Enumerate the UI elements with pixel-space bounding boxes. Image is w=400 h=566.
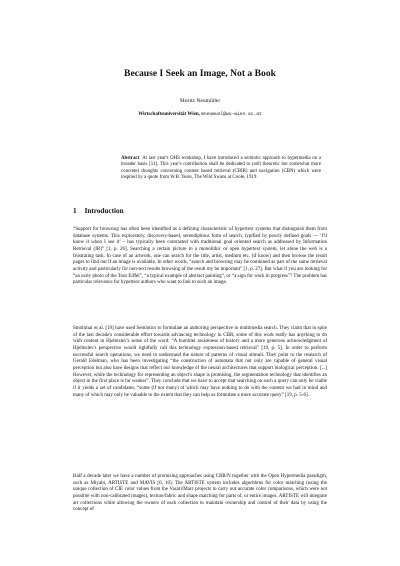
abstract-label: Abstract	[121, 156, 140, 161]
abstract	[121, 156, 321, 182]
paragraph-text: Smolimar et al. [19] have used Semiotics to formulate an authoring perspective to multimedia search. They claim that in spite of the last decade's considerable effort towards advancing technology in CBR, some of this work really has anything to do with content in Hjelmslev's sense of the word: “A humbler awareness of history and a more generous acknowledgment of Hjelmslev's perspective would rightfully call this technology expression-based retrieval” [19, p. 5]. In order to perform successful search operations, we need to understand the nature of patterns of visual stimuli. They point to the research of Gerald Edelman, who has been investigating “the construction of automata that not only are capable of general visual perception but also have designs that reflect our knowledge of the neural architectures that support biological perception. [...] However, while the technology for representing an object's shape is promising, the segmentation technology that identifies an object in the first place is far weaker”. They conclude that we have to accept that searching on such a query can only be viable if it yields a set of candidates, “some (if not many) of which may have nothing to do with the content we had in mind and many of which may only be valuable to the extent that they can help us formulate a more accurate query” [19, p. 5-6].	[73, 326, 327, 398]
paper-title: Because I Seek an Image, Not a Book	[124, 68, 276, 79]
author-name: Moritz Neumüller	[179, 98, 221, 104]
section-title: Introduction	[84, 207, 124, 215]
paragraph-2	[73, 326, 327, 399]
paragraph-text: “Support for browsing has often been identified as a defining characteristic of hypertext systems that distinguish them from database systems. This exploratory, discovery-based, serendipitous form of search, typified by poorly defined goals — ‘I'll know it when I see it’ – has typically been contrasted with traditional goal oriented search as addressed by Information Retrieval (IR)” [1, p. 26]. Searching a certain picture in a monolithic or open hypertext system, let alone the web is a frustrating task. In case of an artwork, one can search for the title, artist, medium etc. (if know) and then browse the result pages to find out if an image is available. In other words, “search and browsing may be combined as part of the same retrieval activity and particularly for non-text results browsing of the result my be important” [1, p. 27]. But what if you are looking for “an early photo of the Tour Eiffel”, “a typical example of abstract painting”, or “a sign for work in progress”? The problem has particular relevance for hypertext authors who want to link to such an image.	[73, 227, 328, 286]
abstract-text: At last year's OHS workshop, I have introduced a semiotic approach to hypermedia on a broader basis [11]. This year's contribution shall be dedicated to (still theoretic but somewhat more concrete) thoughts concerning content based retrieval (CBIR) and navigation (CBN) which were inspired by a quote from W.B. Yeats, The Wild Swans at Coole, 1919.	[121, 156, 321, 181]
affiliation	[0, 112, 400, 117]
section-number: 1	[73, 207, 77, 215]
affiliation-name: Wirtschaftsuniversität Wien,	[138, 112, 200, 117]
paragraph-text: Half a decade later we have a number of promising approaches using CBR/N together with the Open Hypermedia paradigm, such as Miyabi, ARTISTE and MAVIS [6, 10]. The ARTISTE system includes algorithms for color matching (using the unique collection of CIE color values from the Vasari/Marc projects to carry out accurate color comparisons, which were not possible with non-calibrated images), texture/fabric and shape matching for parts of, or entire images. ARTISTE will integrate art collections while allowing the owners of each collection to maintain ownership and control of their data by using the concept of	[73, 474, 327, 513]
paragraph-3	[73, 474, 327, 514]
paragraph-1	[73, 227, 327, 287]
author-email: mneumuel@wu-wien.ac.at	[201, 112, 262, 117]
section-heading	[73, 207, 124, 215]
